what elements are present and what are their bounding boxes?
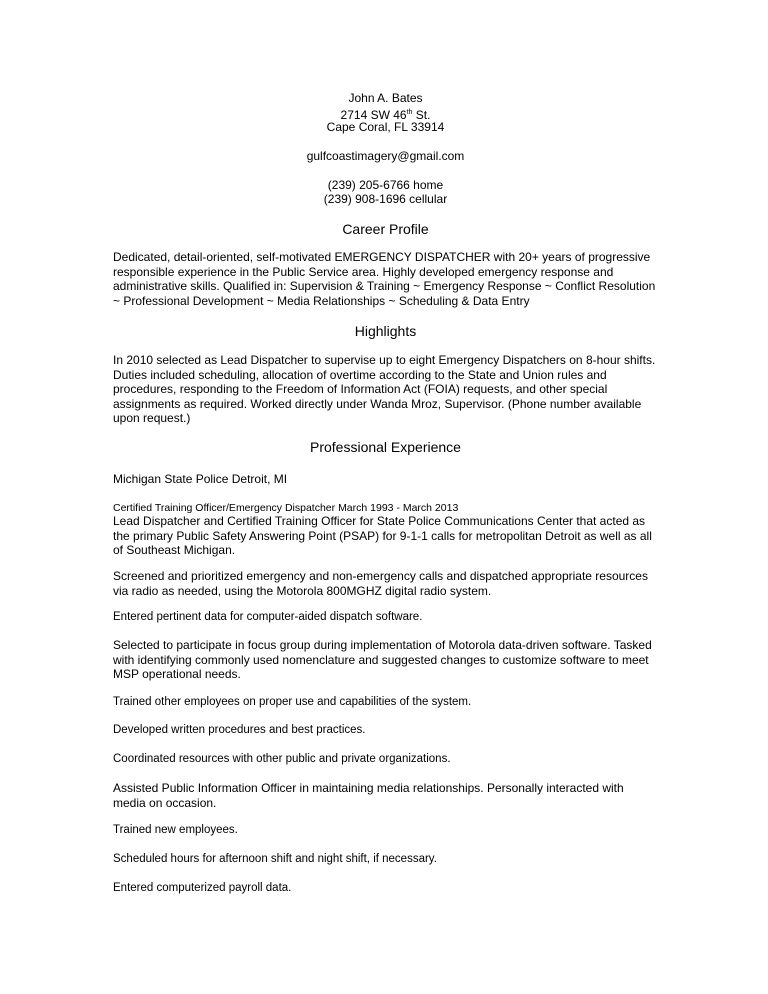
contact-phone-cell: (239) 908-1696 cellular [323,192,448,206]
paragraph-line: Dedicated, detail-oriented, self-motivated EMERGENCY DISPATCHER with 20+ years of progressive [113,250,651,264]
paragraph-line: upon request.) [113,411,191,425]
paragraph-line: procedures, responding to the Freedom of Information Act (FOIA) requests, and other special [113,382,608,396]
paragraph-line: ~ Professional Development ~ Media Relationships ~ Scheduling & Data Entry [113,293,530,308]
paragraph-line: Duties included scheduling, allocation of overtime according to the State and Union rules and [113,367,607,382]
experience-heading: Professional Experience [310,439,461,455]
career-profile-paragraph [113,250,655,308]
duty-procedures-paragraph: Developed written procedures and best practices. [113,724,366,736]
paragraph-line: with identifying commonly used nomenclature and suggested changes to customize software to meet [113,652,649,667]
contact-email: gulfcoastimagery@gmail.com [306,149,465,163]
paragraph-line: via radio as needed, using the Motorola 800MGHZ digital radio system. [113,583,492,598]
employer-name: Michigan State Police Detroit, MI [113,472,288,486]
duty-coordinated-paragraph: Coordinated resources with other public and private organizations. [113,753,451,765]
duty-payroll-paragraph: Entered computerized payroll data. [113,882,292,894]
duty-trained-use-paragraph: Trained other employees on proper use and capabilities of the system. [113,696,472,708]
duty-trained-new-paragraph: Trained new employees. [113,824,238,836]
highlights-heading: Highlights [354,323,417,339]
paragraph-line: the primary Public Safety Answering Point (PSAP) for 9-1-1 calls for metropolitan Detroit as well as all [113,528,652,543]
contact-phone-home: (239) 205-6766 home [327,178,444,192]
paragraph-line: MSP operational needs. [113,667,241,681]
experience-intro-paragraph [113,514,652,558]
paragraph-line: media on occasion. [113,795,217,810]
career-profile-heading: Career Profile [342,221,429,237]
address-ordinal-suffix: th [406,109,413,116]
position-title: Certified Training Officer/Emergency Dispatcher March 1993 - March 2013 [113,502,459,514]
paragraph-line: Lead Dispatcher and Certified Training Officer for State Police Communications Center that acted as [113,514,646,528]
duty-scheduled-paragraph: Scheduled hours for afternoon shift and night shift, if necessary. [113,853,437,865]
duty-screened-paragraph [113,569,648,598]
duty-entered-paragraph: Entered pertinent data for computer-aided dispatch software. [113,611,423,623]
paragraph-line: administrative skills. Qualified in: Supervision & Training ~ Emergency Response ~ Conflict Resolution [113,279,656,293]
address-street-type: St. [412,108,431,122]
paragraph-line: of Southeast Michigan. [113,543,236,557]
paragraph-line: In 2010 selected as Lead Dispatcher to supervise up to eight Emergency Dispatchers on 8-hour shifts. [113,353,656,367]
duty-focus-group-paragraph [113,638,652,682]
paragraph-line: responsible experience in the Public Service area. Highly developed emergency response and [113,264,614,279]
duty-pio-paragraph [113,781,624,810]
paragraph-line: Assisted Public Information Officer in maintaining media relationships. Personally interacted with [113,781,624,795]
paragraph-line: Screened and prioritized emergency and non-emergency calls and dispatched appropriate resources [113,569,648,583]
highlights-paragraph [113,353,655,426]
contact-address-line2: Cape Coral, FL 33914 [326,120,445,134]
address-street-number: 2714 SW 46 [340,108,407,122]
paragraph-line: Selected to participate in focus group during implementation of Motorola data-driven software. Tasked [113,638,652,652]
paragraph-line: assignments as required. Worked directly under Wanda Mroz, Supervisor. (Phone number available [113,396,642,411]
contact-name: John A. Bates [348,91,423,105]
